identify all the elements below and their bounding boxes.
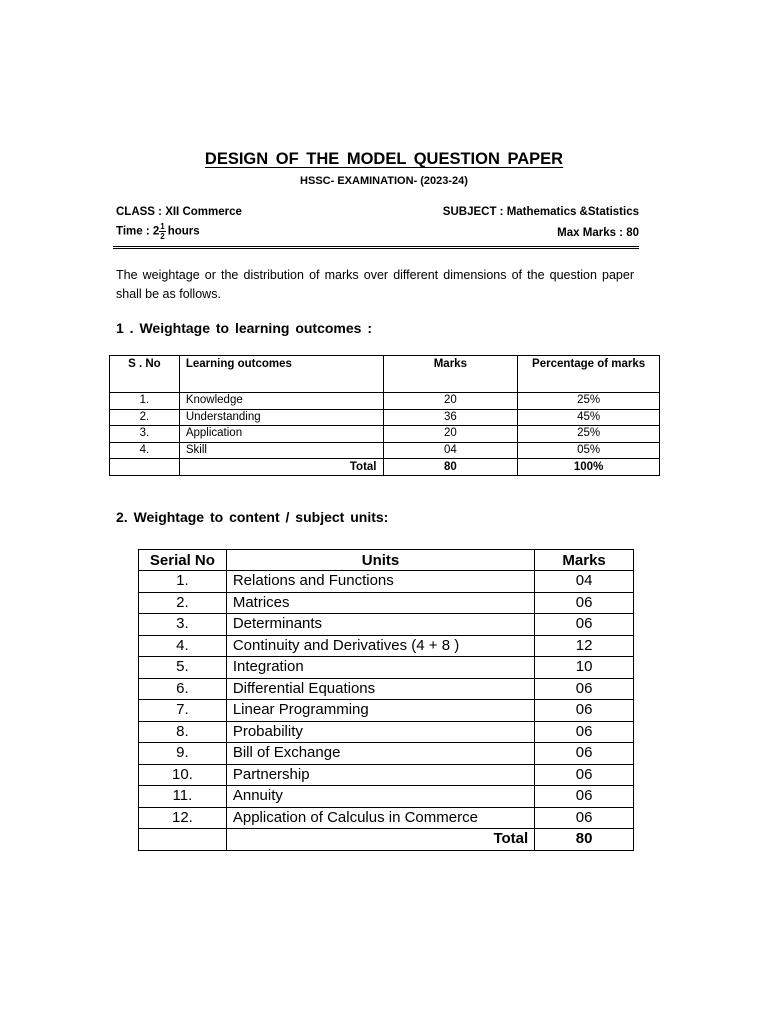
- cell-unit: Relations and Functions: [226, 571, 534, 593]
- cell-marks: 10: [535, 657, 634, 679]
- cell-unit: Determinants: [226, 614, 534, 636]
- header-learning-outcomes: Learning outcomes: [179, 356, 383, 393]
- header-marks: Marks: [383, 356, 518, 393]
- total-label: Total: [226, 829, 534, 851]
- learning-outcomes-table: [109, 355, 660, 476]
- cell-learning-outcome: Knowledge: [179, 393, 383, 410]
- cell-unit: Linear Programming: [226, 700, 534, 722]
- cell-percentage: 05%: [518, 442, 660, 459]
- table-row: [139, 743, 634, 765]
- cell-sno: 4.: [110, 442, 180, 459]
- cell-serial-no: 6.: [139, 678, 227, 700]
- table-row: [110, 393, 660, 410]
- table-row: [139, 635, 634, 657]
- cell-serial-no: 8.: [139, 721, 227, 743]
- table-row: [139, 614, 634, 636]
- table-row: [110, 409, 660, 426]
- table-row: [139, 678, 634, 700]
- table-row: [110, 442, 660, 459]
- page-title-text: DESIGN OF THE MODEL QUESTION PAPER: [204, 150, 564, 168]
- cell-learning-outcome: Skill: [179, 442, 383, 459]
- cell-marks: 06: [535, 678, 634, 700]
- section2-heading: 2. Weightage to content / subject units:: [116, 509, 389, 525]
- cell-marks: 06: [535, 721, 634, 743]
- cell-serial-no: 5.: [139, 657, 227, 679]
- cell-sno: 2.: [110, 409, 180, 426]
- cell-marks: 06: [535, 807, 634, 829]
- cell-percentage: 25%: [518, 426, 660, 443]
- intro-paragraph: The weightage or the distribution of marks over different dimensions of the question paper shall be as follows.: [116, 268, 634, 301]
- header-units: Units: [226, 550, 534, 571]
- cell-unit: Bill of Exchange: [226, 743, 534, 765]
- cell-serial-no: 12.: [139, 807, 227, 829]
- cell-unit: Partnership: [226, 764, 534, 786]
- header-sno: S . No: [110, 356, 180, 393]
- table-row: [139, 571, 634, 593]
- time-fraction: [159, 222, 165, 241]
- page-subtitle: HSSC- EXAMINATION- (2023-24): [300, 175, 468, 187]
- cell-marks: 06: [535, 786, 634, 808]
- cell-unit: Matrices: [226, 592, 534, 614]
- header-serial-no: Serial No: [139, 550, 227, 571]
- total-percentage: 100%: [518, 459, 660, 476]
- table-header-row: [110, 356, 660, 393]
- page-title: [0, 150, 768, 169]
- cell-marks: 20: [383, 426, 518, 443]
- total-empty-cell: [139, 829, 227, 851]
- learning-outcomes-body: [110, 393, 660, 459]
- table-row: [139, 592, 634, 614]
- cell-marks: 06: [535, 743, 634, 765]
- header-marks: Marks: [535, 550, 634, 571]
- total-marks: 80: [383, 459, 518, 476]
- table-total-row: [110, 459, 660, 476]
- table-row: [139, 786, 634, 808]
- cell-marks: 04: [535, 571, 634, 593]
- cell-sno: 3.: [110, 426, 180, 443]
- time-suffix: hours: [167, 225, 200, 238]
- time-fraction-numerator: 1: [160, 222, 165, 231]
- cell-unit: Probability: [226, 721, 534, 743]
- time-prefix: Time : 2: [116, 225, 160, 238]
- time-fraction-denominator: 2: [160, 232, 165, 241]
- subject-label: SUBJECT : Mathematics &Statistics: [442, 206, 639, 218]
- cell-unit: Application of Calculus in Commerce: [226, 807, 534, 829]
- time-label: [116, 222, 200, 241]
- content-units-table: [138, 549, 634, 851]
- header-divider: [113, 246, 639, 249]
- table-row: [110, 426, 660, 443]
- table-row: [139, 721, 634, 743]
- table-row: [139, 700, 634, 722]
- cell-percentage: 45%: [518, 409, 660, 426]
- cell-unit: Integration: [226, 657, 534, 679]
- cell-serial-no: 9.: [139, 743, 227, 765]
- table-row: [139, 657, 634, 679]
- cell-serial-no: 1.: [139, 571, 227, 593]
- cell-unit: Annuity: [226, 786, 534, 808]
- cell-unit: Continuity and Derivatives (4 + 8 ): [226, 635, 534, 657]
- header-percentage: Percentage of marks: [518, 356, 660, 393]
- cell-marks: 06: [535, 592, 634, 614]
- content-units-body: [139, 571, 634, 829]
- cell-learning-outcome: Understanding: [179, 409, 383, 426]
- cell-serial-no: 4.: [139, 635, 227, 657]
- section1-heading: 1 . Weightage to learning outcomes :: [116, 320, 372, 336]
- cell-marks: 36: [383, 409, 518, 426]
- cell-serial-no: 2.: [139, 592, 227, 614]
- cell-percentage: 25%: [518, 393, 660, 410]
- cell-sno: 1.: [110, 393, 180, 410]
- cell-serial-no: 3.: [139, 614, 227, 636]
- table-row: [139, 764, 634, 786]
- cell-serial-no: 11.: [139, 786, 227, 808]
- cell-unit: Differential Equations: [226, 678, 534, 700]
- table-header-row: [139, 550, 634, 571]
- cell-marks: 06: [535, 614, 634, 636]
- total-empty-cell: [110, 459, 180, 476]
- max-marks-label: Max Marks : 80: [557, 227, 639, 239]
- total-label: Total: [179, 459, 383, 476]
- total-marks: 80: [535, 829, 634, 851]
- table-row: [139, 807, 634, 829]
- cell-serial-no: 7.: [139, 700, 227, 722]
- cell-marks: 06: [535, 764, 634, 786]
- cell-marks: 04: [383, 442, 518, 459]
- cell-learning-outcome: Application: [179, 426, 383, 443]
- cell-marks: 06: [535, 700, 634, 722]
- cell-marks: 12: [535, 635, 634, 657]
- cell-serial-no: 10.: [139, 764, 227, 786]
- class-label: CLASS : XII Commerce: [116, 206, 242, 218]
- table-total-row: [139, 829, 634, 851]
- cell-marks: 20: [383, 393, 518, 410]
